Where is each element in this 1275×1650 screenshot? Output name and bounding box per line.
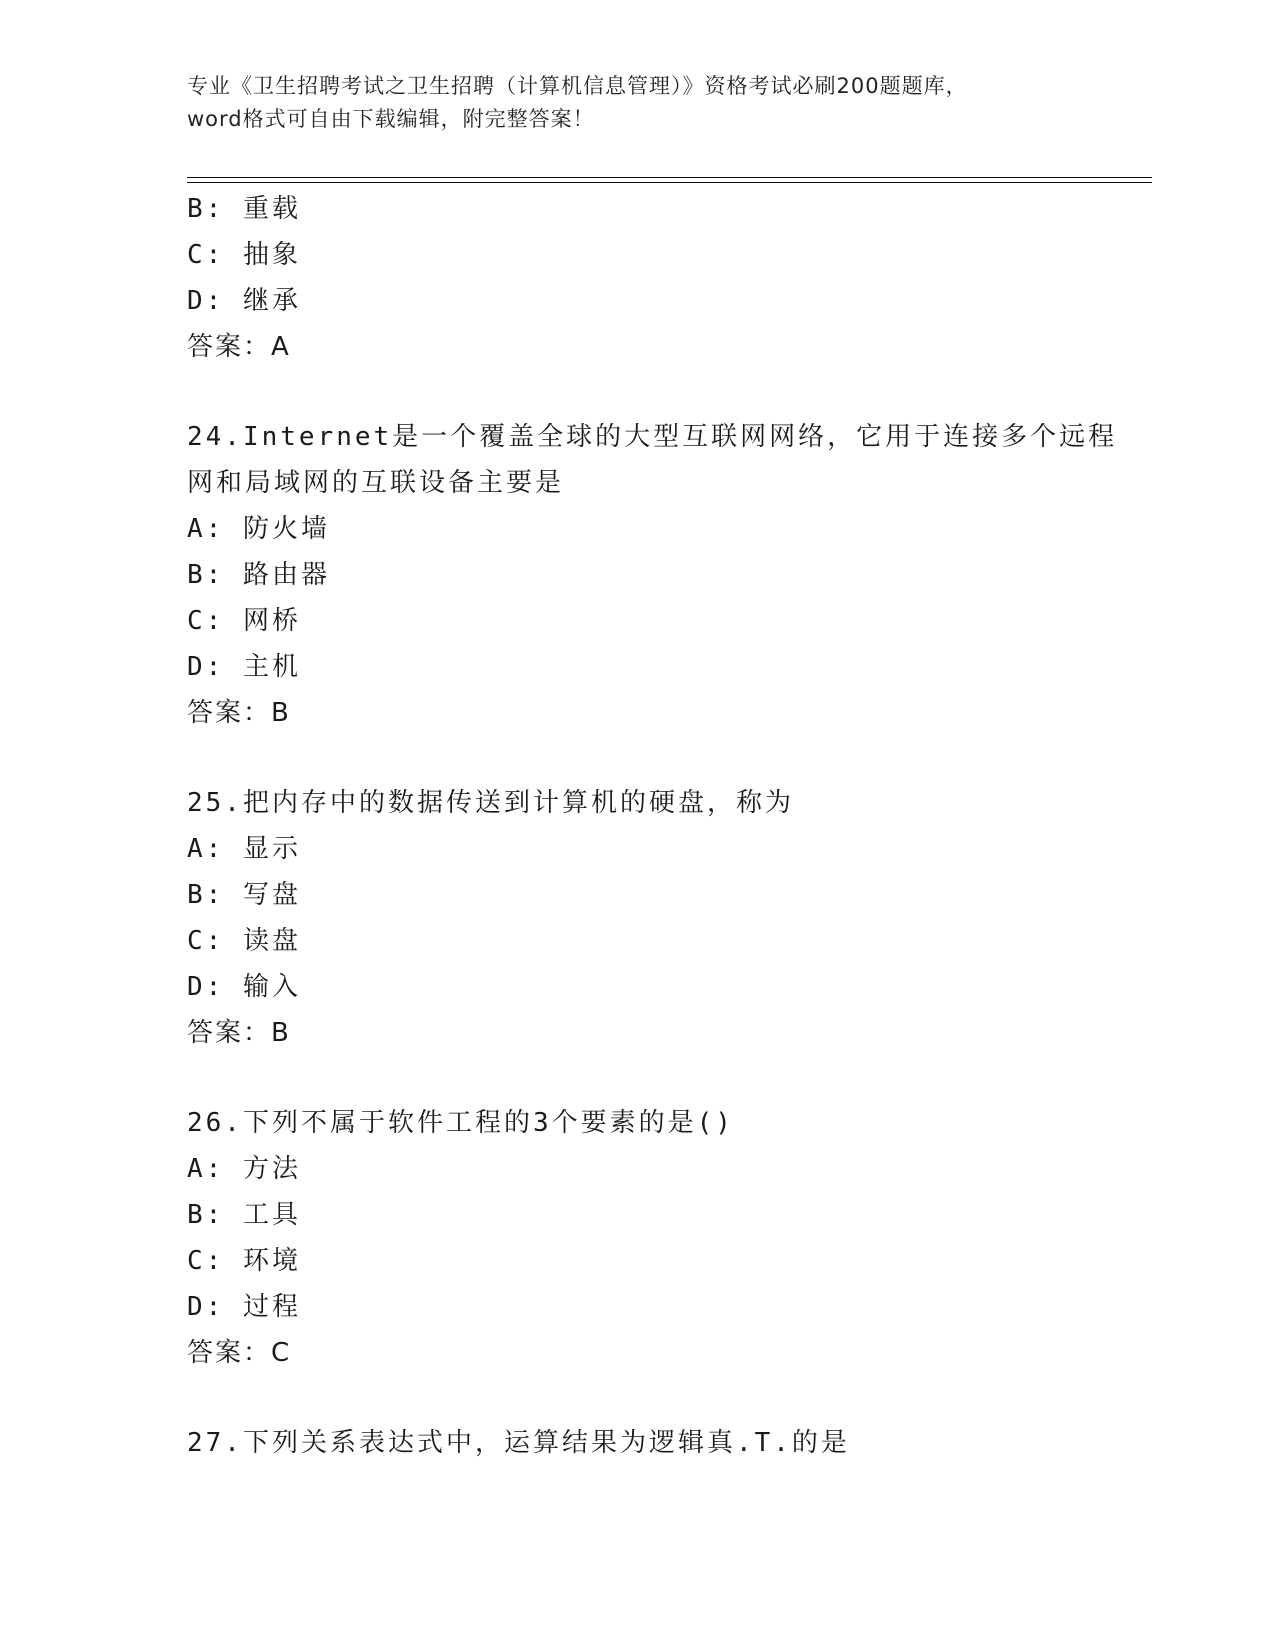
option-d: D: 输入 [187,972,301,1002]
option-d: D: 继承 [187,286,301,316]
option-a: A: 显示 [187,834,301,864]
header-rule-top [187,177,1152,178]
header-rule-bottom [187,182,1152,183]
document-header [187,70,1087,136]
option-a: A: 方法 [187,1154,301,1184]
option-b: B: 写盘 [187,880,301,910]
option-c: C: 抽象 [187,240,301,270]
option-c: C: 读盘 [187,926,301,956]
option-c: C: 环境 [187,1246,301,1276]
question-24 [187,414,1118,736]
answer-line: 答案：A [187,332,291,362]
option-c: C: 网桥 [187,606,301,636]
option-b: B: 工具 [187,1200,301,1230]
spacer [187,370,1087,414]
spacer [187,736,1087,780]
spacer [187,1376,1087,1420]
option-d: D: 过程 [187,1292,301,1322]
answer-line: 答案：B [187,1018,291,1048]
question-text-line-2: 网和局域网的互联设备主要是 [187,468,565,498]
option-b: B: 路由器 [187,560,330,590]
question-23-tail [187,186,1087,370]
question-text-line-1: 25.把内存中的数据传送到计算机的硬盘，称为 [187,788,794,818]
header-line-2: word格式可自由下载编辑，附完整答案！ [187,107,595,131]
question-25 [187,780,1087,1056]
question-text-line-1: 27.下列关系表达式中，运算结果为逻辑真.T.的是 [187,1428,850,1458]
header-line-1: 专业《卫生招聘考试之卫生招聘（计算机信息管理）》资格考试必刷200题题库， [187,74,968,98]
question-27 [187,1420,1087,1466]
question-26 [187,1100,1087,1376]
question-content [187,186,1118,1466]
option-b: B: 重载 [187,194,301,224]
option-a: A: 防火墙 [187,514,330,544]
question-text-line-1: 26.下列不属于软件工程的3个要素的是() [187,1108,734,1138]
question-text-line-1: 24.Internet是一个覆盖全球的大型互联网网络，它用于连接多个远程 [187,422,1118,452]
option-d: D: 主机 [187,652,301,682]
spacer [187,1056,1087,1100]
answer-line: 答案：C [187,1338,292,1368]
answer-line: 答案：B [187,698,291,728]
